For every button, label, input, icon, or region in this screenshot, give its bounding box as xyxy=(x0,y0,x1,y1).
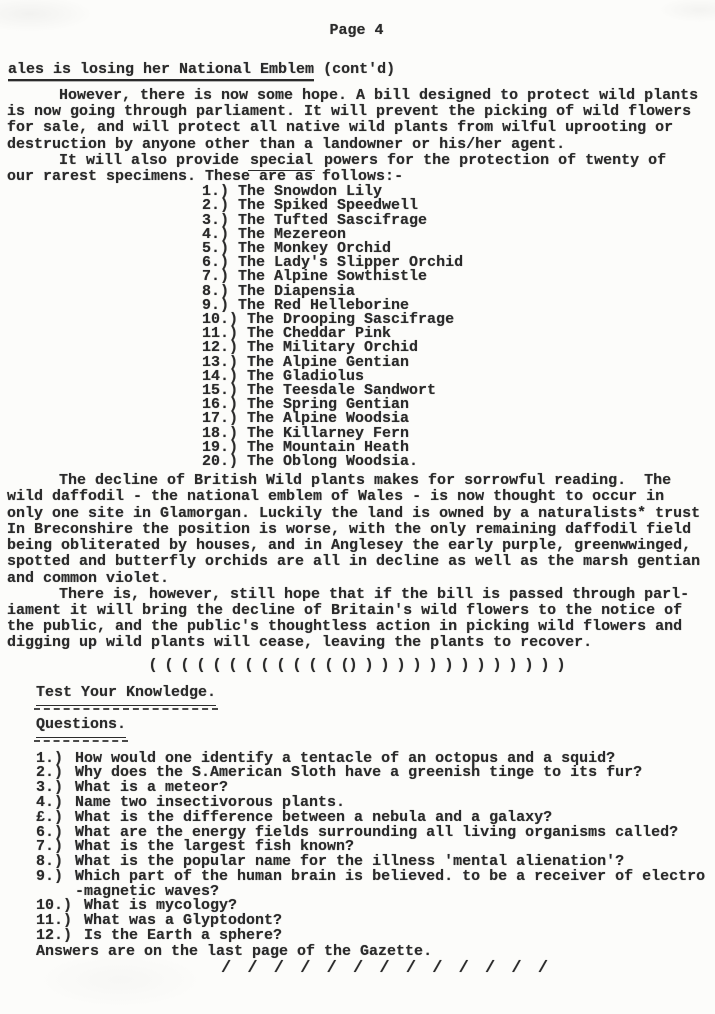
specimen-name: The Cheddar Pink xyxy=(247,325,392,343)
specimen-name: The Teesdale Sandwort xyxy=(247,382,437,400)
question-text: Is the Earth a sphere? xyxy=(84,927,283,945)
question-text: Which part of the human brain is believed. to be a receiver of electro xyxy=(75,867,706,885)
paragraph-hope-bill xyxy=(7,88,707,153)
specimen-name: The Alpine Gentian xyxy=(247,353,410,371)
question-number: 7.) xyxy=(36,838,64,856)
specimen-name: The Alpine Woodsia xyxy=(247,410,410,428)
specimen-name: The Diapensia xyxy=(238,282,356,300)
question-number: 10.) xyxy=(36,897,73,915)
paragraph-decline xyxy=(7,473,707,586)
specimen-name: The Spring Gentian xyxy=(247,396,410,414)
question-number: 9.) xyxy=(36,867,64,885)
question-text: What was a Glyptodont? xyxy=(84,912,283,930)
specimen-name: The Gladiolus xyxy=(247,367,365,385)
question-number: 1.) xyxy=(36,749,64,767)
specimen-name: The Spiked Speedwell xyxy=(238,197,419,215)
paragraph-line: being obliterated by houses, and in Anglesey the early purple, greenwwinged, xyxy=(7,537,692,555)
question-text: What are the energy fields surrounding all living organisms called? xyxy=(75,823,679,841)
specimen-name: The Lady's Slipper Orchid xyxy=(238,254,464,272)
specimen-number: 18.) xyxy=(202,424,239,442)
quiz-section xyxy=(36,682,707,978)
question-list xyxy=(36,749,707,945)
specimen-name: The Military Orchid xyxy=(247,339,419,357)
specimen-number: 3.) xyxy=(202,211,230,229)
question-text: Why does the S.American Sloth have a greenish tinge to its fur? xyxy=(75,764,643,782)
specimen-name: The Killarney Fern xyxy=(247,424,410,442)
section-heading xyxy=(36,682,707,706)
question-text: What is the largest fish known? xyxy=(75,838,355,856)
paragraph-line: the public, and the public's thoughtless action in picking wild flowers and xyxy=(7,618,683,636)
questions-heading xyxy=(36,714,707,738)
specimen-number: 9.) xyxy=(202,296,230,314)
article-title xyxy=(8,61,707,78)
specimen-number: 14.) xyxy=(202,367,239,385)
question-number: 6.) xyxy=(36,823,64,841)
paragraph-line: for sale, and will protect all native wild plants from wilful uprooting or xyxy=(7,119,674,137)
paragraph-line: iament it will bring the decline of Britain's wild flowers to the notice of xyxy=(7,601,683,619)
paragraph-line: only one site in Glamorgan. Luckily the land is owned by a naturalists* trust xyxy=(7,504,701,522)
question-item xyxy=(36,929,707,944)
specimen-number: 20.) xyxy=(202,453,239,471)
paragraph-line: wild daffodil - the national emblem of Wales - is now thought to occur in xyxy=(7,488,665,506)
specimen-number: 13.) xyxy=(202,353,239,371)
specimen-name: The Tufted Sascifrage xyxy=(238,211,428,229)
answers-note: Answers are on the last page of the Gazette. xyxy=(36,942,433,960)
specimen-number: 11.) xyxy=(202,325,239,343)
specimen-name: The Monkey Orchid xyxy=(238,240,392,258)
specimen-number: 10.) xyxy=(202,311,239,329)
specimen-number: 19.) xyxy=(202,438,239,456)
article-title-text: ales is losing her National Emblem xyxy=(8,61,314,81)
question-text: How would one identify a tentacle of an octopus and a squid? xyxy=(75,749,616,767)
question-text: Name two insectivorous plants. xyxy=(75,793,346,811)
question-number: £.) xyxy=(36,808,64,826)
paragraph-line: In Breconshire the position is worse, with the only remaining daffodil field xyxy=(7,520,692,538)
specimen-number: 1.) xyxy=(202,183,230,201)
specimen-name: The Alpine Sowthistle xyxy=(238,268,428,286)
paragraph-line: The decline of British Wild plants makes for sorrowful reading. The xyxy=(59,472,672,490)
paragraph-line: and common violet. xyxy=(7,569,170,587)
specimen-number: 8.) xyxy=(202,282,230,300)
question-number: 8.) xyxy=(36,853,64,871)
question-number: 12.) xyxy=(36,927,73,945)
specimen-name: The Oblong Woodsia. xyxy=(247,453,419,471)
question-number: 2.) xyxy=(36,764,64,782)
underlined-word-special: special xyxy=(250,151,314,169)
specimen-name: The Mezereon xyxy=(238,225,347,243)
page-number: Page 4 xyxy=(329,22,384,39)
specimen-name: The Snowdon Lily xyxy=(238,183,383,201)
specimen-number: 7.) xyxy=(202,268,230,286)
specimen-number: 6.) xyxy=(202,254,230,272)
section-heading-text: Test Your Knowledge. xyxy=(36,682,216,706)
paragraph-text: powers for the protection of twenty of xyxy=(315,151,667,169)
question-number: 4.) xyxy=(36,793,64,811)
paragraph-line: There is, however, still hope that if the bill is passed through parl- xyxy=(59,585,690,603)
specimen-number: 2.) xyxy=(202,197,230,215)
question-text: What is mycology? xyxy=(84,897,238,915)
article-title-suffix: (cont'd) xyxy=(314,61,396,78)
parentheses-divider: ( ( ( ( ( ( ( ( ( ( ( ( () ) ) ) ) ) ) ) ) ) ) ) ) ) xyxy=(148,656,565,674)
paragraph-line: digging up wild plants will cease, leaving the plants to recover. xyxy=(7,634,593,652)
specimen-number: 16.) xyxy=(202,396,239,414)
specimen-list xyxy=(202,185,707,469)
question-text: What is the difference between a nebula and a galaxy? xyxy=(75,808,553,826)
specimen-number: 12.) xyxy=(202,339,239,357)
paragraph-line: spotted and butterfly orchids are all in decline as well as the marsh gentian xyxy=(7,553,701,571)
specimen-name: The Mountain Heath xyxy=(247,438,410,456)
paragraph-text: It will also provide xyxy=(59,151,249,169)
question-number: 3.) xyxy=(36,779,64,797)
paragraph-line: is now going through parliament. It will prevent the picking of wild flowers xyxy=(7,103,692,121)
specimen-number: 15.) xyxy=(202,382,239,400)
paragraph-special-powers xyxy=(7,153,707,185)
paragraph-line: our rarest specimens. These are as follows:- xyxy=(7,168,404,186)
specimen-number: 4.) xyxy=(202,225,230,243)
questions-heading-text: Questions. xyxy=(36,714,126,738)
paragraph-still-hope xyxy=(7,587,707,652)
question-text: What is the popular name for the illness 'mental alienation'? xyxy=(75,853,625,871)
specimen-name: The Drooping Sascifrage xyxy=(247,311,455,329)
paragraph-line: However, there is now some hope. A bill designed to protect wild plants xyxy=(59,87,699,104)
specimen-number: 17.) xyxy=(202,410,239,428)
question-text: -magnetic waves? xyxy=(75,882,220,900)
specimen-number: 5.) xyxy=(202,240,230,258)
specimen-item xyxy=(202,455,707,469)
question-text: What is a meteor? xyxy=(75,779,229,797)
slash-divider: / / / / / / / / / / / / / xyxy=(221,958,552,978)
question-number: 11.) xyxy=(36,912,73,930)
specimen-name: The Red Helleborine xyxy=(238,296,410,314)
paragraph-line xyxy=(7,153,707,169)
paragraph-line: destruction by anyone other than a landowner or his/her agent. xyxy=(7,135,566,153)
